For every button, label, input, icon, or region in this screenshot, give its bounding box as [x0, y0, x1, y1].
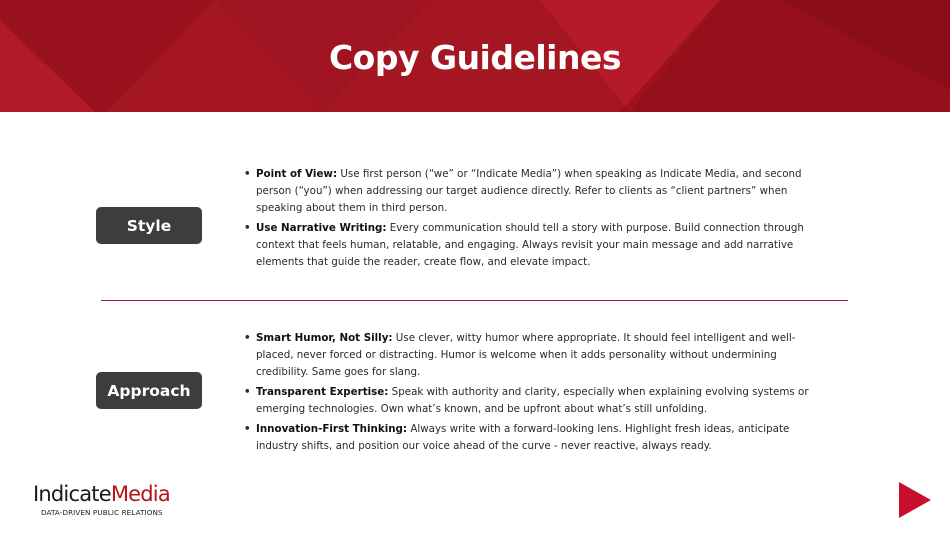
bullet-text: Every communication should tell a story with purpose. Build connection through context that feels human, relatable, and engaging. Always revisit your main message and add narrative elements that guide the reader, create flow, and elevate impact. — [256, 222, 804, 268]
bullet-icon: • — [244, 423, 251, 435]
bullet-term: Transparent Expertise: — [256, 386, 389, 398]
style-section-label: Style — [96, 207, 202, 244]
bullet-transparent-expertise — [244, 384, 816, 418]
page-title: Copy Guidelines — [328, 38, 622, 77]
bullet-icon: • — [244, 222, 251, 234]
bullet-icon: • — [244, 168, 251, 180]
play-triangle-icon — [899, 482, 931, 518]
header-banner — [0, 0, 950, 112]
bullet-term: Smart Humor, Not Silly: — [256, 332, 393, 344]
bullet-icon: • — [244, 386, 251, 398]
approach-section-label: Approach — [96, 372, 202, 409]
section-divider — [101, 300, 848, 301]
bullet-text: Always write with a forward-looking lens. Highlight fresh ideas, anticipate industry shifts, and position our voice ahead of the curve - never reactive, always ready. — [256, 423, 790, 452]
style-bullet-list — [244, 166, 816, 274]
approach-bullet-list — [244, 330, 816, 458]
logo-name-part1: Indicate — [33, 482, 111, 506]
bullet-term: Innovation-First Thinking: — [256, 423, 408, 435]
logo-name-part2: Media — [110, 482, 170, 506]
bullet-term: Use Narrative Writing: — [256, 222, 387, 234]
bullet-text: Speak with authority and clarity, especially when explaining evolving systems or emerging technologies. Own what’s known, and be upfront about what’s still unfolding. — [256, 386, 809, 415]
bullet-icon: • — [244, 332, 251, 344]
logo-tagline: DATA-DRIVEN PUBLIC RELATIONS — [41, 508, 163, 517]
bullet-term: Point of View: — [256, 168, 338, 180]
bullet-point-of-view — [244, 166, 816, 217]
bullet-text: Use first person (“we” or “Indicate Media”) when speaking as Indicate Media, and second person (“you”) when addressing our target audience directly. Refer to clients as “client partners” when speaking about them in third person. — [256, 168, 802, 214]
next-slide-button[interactable] — [899, 482, 931, 518]
company-logo — [33, 481, 203, 517]
bullet-smart-humor — [244, 330, 816, 381]
bullet-narrative-writing — [244, 220, 816, 271]
logo-wordmark — [33, 481, 203, 507]
bullet-text: Use clever, witty humor where appropriate. It should feel intelligent and well-placed, never forced or distracting. Humor is welcome when it adds personality without undermining credibility. Same goes for slang. — [256, 332, 796, 378]
bullet-innovation-first — [244, 421, 816, 455]
